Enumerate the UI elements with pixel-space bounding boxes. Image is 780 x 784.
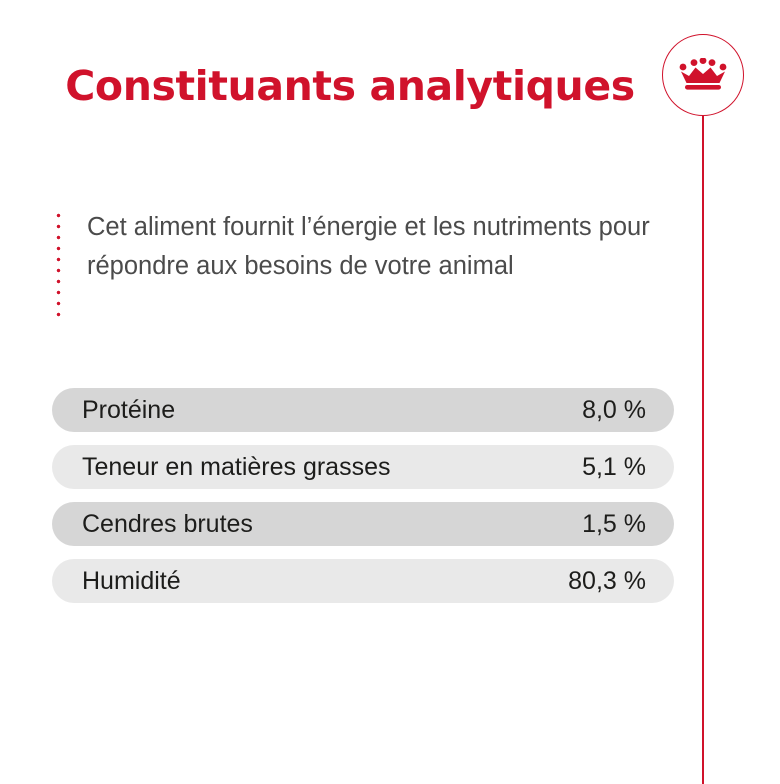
constituent-label: Protéine	[82, 395, 176, 424]
constituent-label: Humidité	[82, 566, 181, 595]
intro-text: Cet aliment fournit l’énergie et les nutriments pour répondre aux besoins de votre animal	[87, 213, 650, 280]
list-item	[52, 388, 674, 432]
page-title: Constituants analytiques	[65, 62, 635, 110]
list-item	[52, 502, 674, 546]
brand-vertical-line	[702, 116, 704, 784]
constituent-value: 8,0 %	[582, 395, 646, 424]
list-item	[52, 559, 674, 603]
dotted-accent-rule	[56, 210, 61, 318]
list-item	[52, 445, 674, 489]
constituents-list	[52, 388, 674, 616]
constituent-label: Teneur en matières grasses	[82, 452, 391, 481]
constituent-value: 1,5 %	[582, 509, 646, 538]
constituent-value: 5,1 %	[582, 452, 646, 481]
intro-block	[56, 208, 686, 318]
constituent-label: Cendres brutes	[82, 509, 253, 538]
constituent-value: 80,3 %	[568, 566, 646, 595]
